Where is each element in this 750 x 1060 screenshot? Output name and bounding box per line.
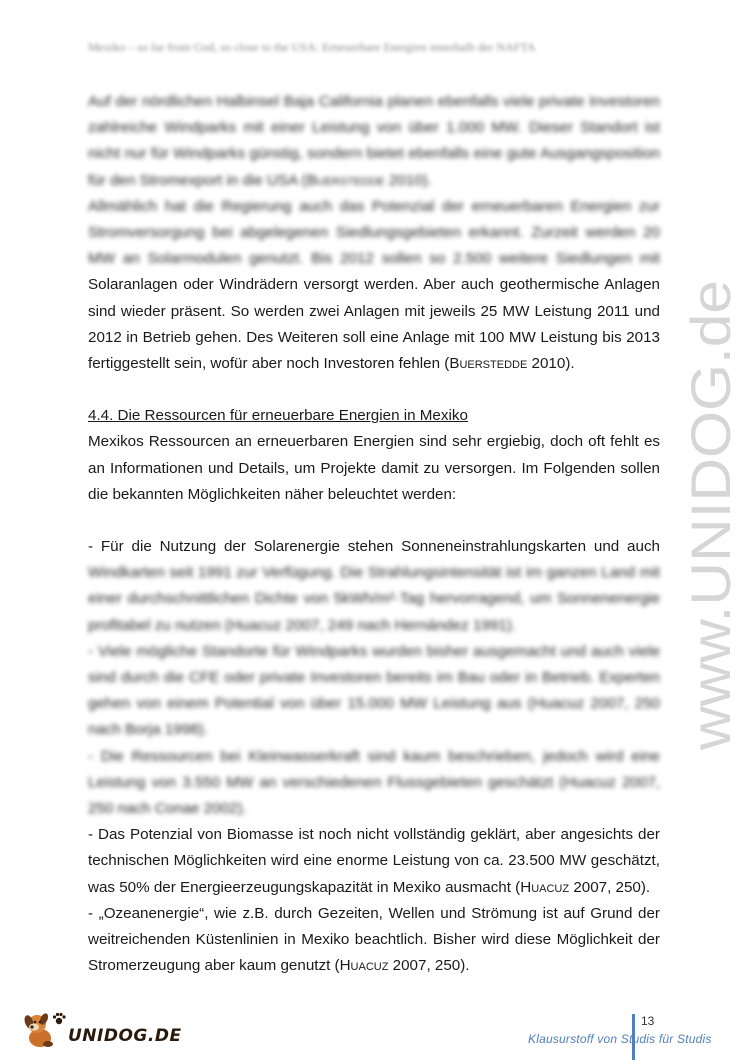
paragraph-settlements	[88, 194, 660, 377]
blurred-text: Windkarten seit 1991 zur Verfügung. Die Strahlungsintensität ist im ganzen Land mit einer durchschnittlichen Dichte von 5kWh/m²·Tag hervorragend, um Sonnenenergie profitabel zu nutzen (Huacuz 2007, 249 nach Hernández 1991).	[88, 564, 660, 634]
bullet-text: - Das Potenzial von Biomasse ist noch nicht vollständig geklärt, aber angesichts der technischen Möglichkeiten wird eine enorme Leistung von ca. 23.500 MW geschätzt, was 50% der Energieerzeugungskapazität in Mexiko ausmacht (	[88, 826, 660, 896]
citation-year: 2010).	[527, 355, 575, 373]
blurred-text: Allmählich hat die Regierung auch das Potenzial der erneuerbaren Energien zur Stromversorgung bei abgelegenen Siedlungsgebieten erkannt. Zurzeit werden 20 MW an Solarmodulen genutzt. Bis 2012 sollen so 2.500 weitere Siedlungen mit	[88, 197, 660, 268]
citation-author: Buerstedde	[306, 171, 385, 189]
spacer	[88, 377, 660, 403]
footer-logo	[22, 1008, 182, 1048]
citation-year: 2007, 250).	[388, 957, 470, 975]
section-intro: Mexikos Ressourcen an erneuerbaren Energien sind sehr ergiebig, doch oft fehlt es an Informationen und Details, um Projekte damit zu versorgen. Im Folgenden sollen die bekannten Möglichkeiten näher beleuchtet werden:	[88, 433, 660, 503]
paragraph-text: Solaranlagen oder Windrädern versorgt werden. Aber auch geothermische Anlagen sind wieder präsent. So werden zwei Anlagen mit jeweils 25 MW Leistung 2011 und 2012 in Betrieb gehen. Des Weiteren soll eine Anlage mit 100 MW Leistung bis 2013 fertiggestellt sein, wofür aber noch Investoren fehlen (	[88, 276, 660, 373]
citation-author: Buerstedde	[449, 355, 528, 373]
body-text	[88, 89, 660, 980]
spacer	[88, 508, 660, 534]
running-header: Mexiko – so far from God, so close to the USA: Erneuerbare Energien innerhalb der NAFTA	[88, 40, 536, 54]
watermark	[660, 250, 750, 770]
footer-tagline: Klausurstoff von Studis für Studis	[528, 1032, 712, 1046]
bullet-ocean	[88, 901, 660, 980]
dog-mascot-icon	[22, 1010, 56, 1048]
paw-icon	[52, 1012, 66, 1026]
blurred-text: Auf der nördlichen Halbinsel Baja California planen ebenfalls viele private Investoren zahlreiche Windparks mit einer Leistung von über 1.000 MW. Dieser Standort ist nicht nur für Windparks günstig, sondern bietet ebenfalls eine gute Ausgangsposition für den Stromexport in die USA (	[88, 93, 660, 189]
section-heading: 4.4. Die Ressourcen für erneuerbare Energien in Mexiko	[88, 407, 468, 425]
bullet-text: - Für die Nutzung der Solarenergie stehen Sonneneinstrahlungskarten und auch	[88, 538, 660, 556]
bullet-text: - „Ozeanenergie“, wie z.B. durch Gezeiten, Wellen und Strömung ist auf Grund der weitreichenden Küstenlinien in Mexiko beachtlich. Bisher wird diese Möglichkeit der Stromerzeugung aber kaum genutzt (	[88, 904, 660, 975]
citation-year: 2010).	[384, 171, 432, 189]
page-number: 13	[641, 1014, 655, 1028]
bullet-hydro: - Die Ressourcen bei Kleinwasserkraft sind kaum beschrieben, jedoch wird eine Leistung von 3.550 MW an verschiedenen Flussgebieten geschätzt (Huacuz 2007, 250 nach Conae 2002).	[88, 747, 660, 818]
bullet-wind: - Viele mögliche Standorte für Windparks wurden bisher ausgemacht und auch viele sind durch die CFE oder private Investoren bereits im Bau oder in Betrieb. Experten gehen von einem Potential von über 15.000 MW Leistung aus (Huacuz 2007, 250 nach Borja 1998).	[88, 642, 660, 739]
citation-author: Huacuz	[339, 957, 389, 975]
watermark-text: www.UNIDOG.de	[679, 314, 742, 750]
paragraph-baja-california	[88, 89, 660, 194]
citation-year: 2007, 250).	[569, 878, 651, 896]
citation-author: Huacuz	[520, 878, 570, 896]
bullet-solar	[88, 534, 660, 639]
bullet-biomass	[88, 822, 660, 901]
logo-text: UNIDOG.DE	[68, 1026, 182, 1046]
